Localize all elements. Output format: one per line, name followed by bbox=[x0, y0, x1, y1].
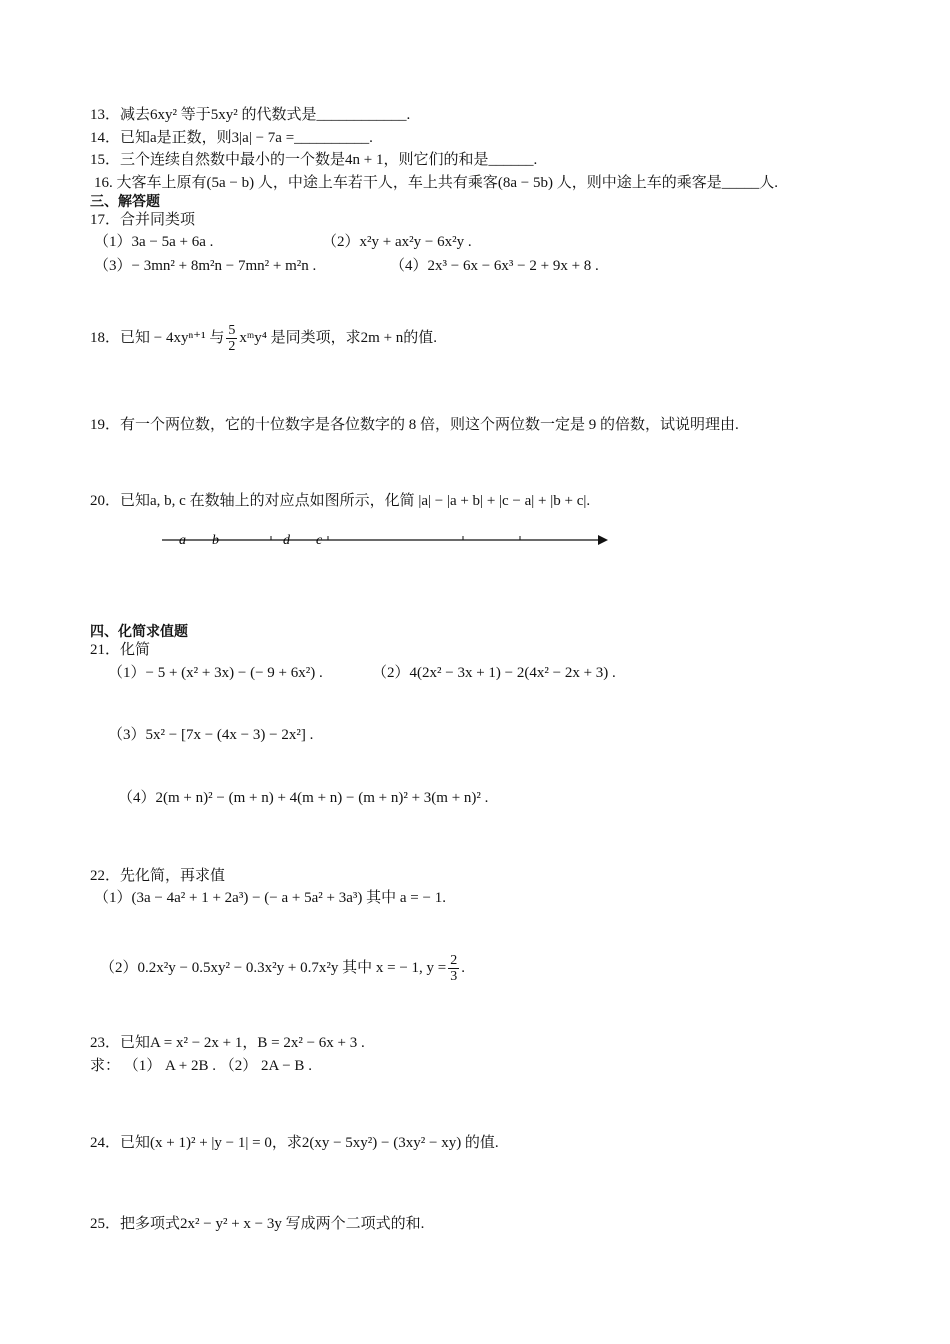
q21-part4: （4）2(m + n)² − (m + n) + 4(m + n) − (m + n)² + 3(m + n)² . bbox=[118, 790, 489, 806]
section-3-heading: 三、解答题 bbox=[90, 194, 160, 210]
q21-part2: （2）4(2x² − 3x + 1) − 2(4x² − 2x + 3) . bbox=[372, 665, 616, 681]
number-line-arrow bbox=[598, 535, 608, 545]
q17-part1: （1）3a − 5a + 6a . bbox=[94, 234, 214, 250]
q20-line: 20．已知a, b, c 在数轴上的对应点如图所示，化简 |a| − |a + b| + |c − a| + |b + c|. bbox=[90, 493, 591, 509]
q18-fraction-numerator: 5 bbox=[228, 322, 236, 338]
section-4-heading: 四、化简求值题 bbox=[90, 624, 188, 640]
q16-line: 16. 大客车上原有(5a − b) 人，中途上车若干人，车上共有乘客(8a − 5b) 人，则中途上车的乘客是_____人. bbox=[94, 175, 778, 191]
q23-line: 23．已知A = x² − 2x + 1，B = 2x² − 6x + 3 . bbox=[90, 1035, 365, 1051]
q22-part2-end: . bbox=[461, 960, 465, 976]
q18-text-pre: 18．已知 − 4xyⁿ⁺¹ 与 bbox=[90, 330, 225, 346]
q18-fraction-denominator: 2 bbox=[228, 338, 236, 354]
q18-text-post: xᵐy⁴ 是同类项，求2m + n的值. bbox=[239, 330, 438, 346]
q22-fraction-denominator: 3 bbox=[450, 968, 458, 984]
q13-line: 13．减去6xy² 等于5xy² 的代数式是____________. bbox=[90, 107, 411, 123]
q18-line bbox=[90, 318, 437, 358]
q22-part2-text: （2）0.2x²y − 0.5xy² − 0.3x²y + 0.7x²y 其中 x = − 1, y = bbox=[100, 960, 447, 976]
q19-line: 19．有一个两位数，它的十位数字是各位数字的 8 倍，则这个两位数一定是 9 的倍数，试说明理由. bbox=[90, 417, 739, 433]
q17-part2: （2）x²y + ax²y − 6x²y . bbox=[322, 234, 472, 250]
q14-line: 14．已知a是正数，则3|a| − 7a =__________. bbox=[90, 130, 373, 146]
q21-part1: （1）− 5 + (x² + 3x) − (− 9 + 6x²) . bbox=[108, 665, 323, 681]
q22-part2 bbox=[100, 948, 465, 988]
q24-line: 24．已知(x + 1)² + |y − 1| = 0，求2(xy − 5xy²) − (3xy² − xy) 的值. bbox=[90, 1135, 499, 1151]
q18-fraction bbox=[226, 323, 237, 354]
q21-part3: （3）5x² − [7x − (4x − 3) − 2x²] . bbox=[108, 727, 314, 743]
q21-title: 21．化简 bbox=[90, 642, 151, 658]
q17-part3: （3）− 3mn² + 8m²n − 7mn² + m²n . bbox=[94, 258, 317, 274]
point-label-c: c bbox=[316, 533, 323, 548]
q22-fraction-numerator: 2 bbox=[450, 952, 458, 968]
q17-title: 17．合并同类项 bbox=[90, 212, 196, 228]
q15-line: 15．三个连续自然数中最小的一个数是4n + 1，则它们的和是______. bbox=[90, 152, 538, 168]
q22-title: 22．先化简，再求值 bbox=[90, 868, 226, 884]
number-line-figure bbox=[150, 525, 620, 555]
q23-ask: 求： （1） A + 2B . （2） 2A − B . bbox=[90, 1058, 312, 1074]
q17-part4: （4）2x³ − 6x − 6x³ − 2 + 9x + 8 . bbox=[390, 258, 599, 274]
q22-part1: （1）(3a − 4a² + 1 + 2a³) − (− a + 5a² + 3a³) 其中 a = − 1. bbox=[94, 890, 446, 906]
q25-line: 25．把多项式2x² − y² + x − 3y 写成两个二项式的和. bbox=[90, 1216, 425, 1232]
q22-fraction bbox=[448, 953, 459, 984]
point-label-a: a bbox=[179, 533, 186, 548]
point-label-d: d bbox=[283, 533, 290, 548]
point-label-b: b bbox=[212, 533, 219, 548]
